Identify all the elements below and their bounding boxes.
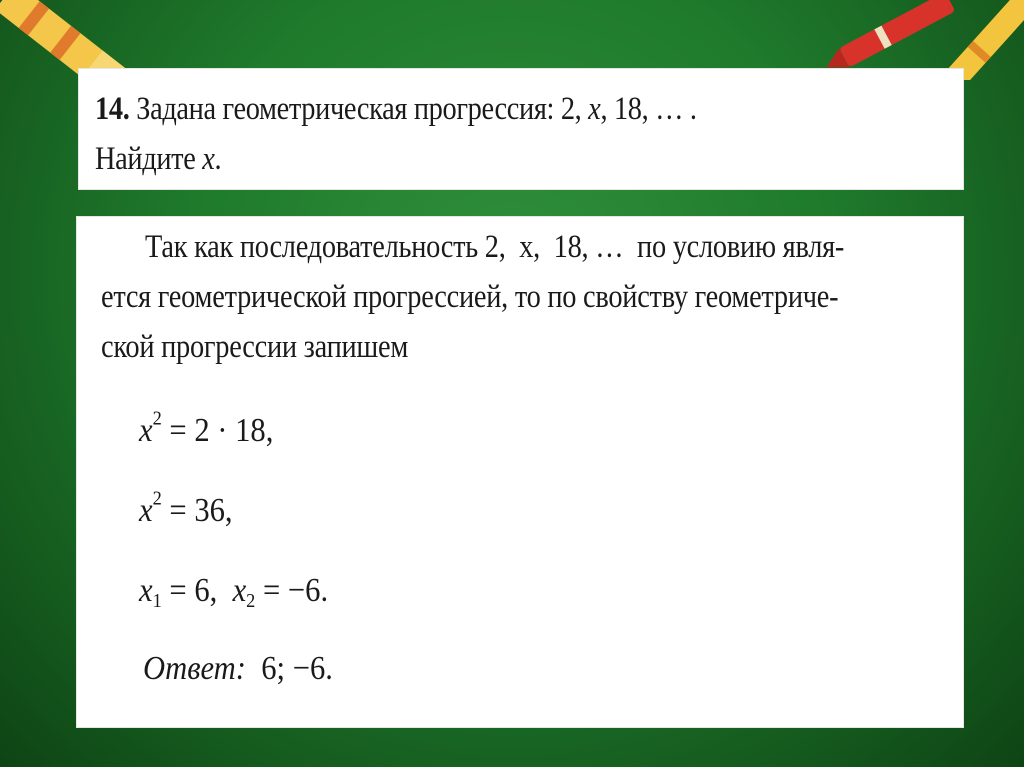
eq3-mid: = 6, — [161, 572, 233, 609]
equation-3 — [139, 572, 329, 613]
eq2-rhs: = 36, — [161, 492, 233, 529]
problem-number: 14. — [95, 91, 130, 127]
solution-line-2: ется геометрической прогрессией, то по свойству геометриче- — [101, 279, 839, 315]
problem-question — [95, 141, 221, 178]
answer-value: 6; −6. — [245, 650, 333, 687]
question-text: Найдите — [95, 141, 203, 177]
solution-card — [76, 216, 964, 728]
eq3-subscript-2: 2 — [246, 590, 256, 613]
variable-x: x — [588, 91, 601, 127]
problem-text: Задана геометрическая прогрессия: 2, — [129, 91, 589, 127]
eq3-variable-1: x — [139, 572, 153, 609]
eq2-variable: x — [139, 492, 153, 529]
eq1-variable: x — [139, 412, 153, 449]
eq3-rhs: = −6. — [255, 572, 329, 609]
solution-line-1: Так как последовательность 2, x, 18, … по условию явля- — [145, 229, 845, 265]
answer-label: Ответ: — [143, 650, 246, 687]
eq3-variable-2: x — [232, 572, 247, 609]
problem-card — [78, 68, 964, 190]
problem-text-tail: , 18, … . — [600, 91, 697, 127]
equation-2 — [139, 487, 233, 530]
answer — [143, 650, 333, 688]
eq1-exponent: 2 — [152, 407, 162, 430]
variable-x: x — [202, 141, 215, 177]
question-tail: . — [214, 141, 222, 177]
problem-statement — [95, 91, 697, 128]
solution-line-3: ской прогрессии запишем — [101, 329, 409, 365]
eq2-exponent: 2 — [152, 487, 162, 510]
eq1-rhs: = 2 · 18, — [161, 412, 274, 449]
equation-1 — [139, 407, 274, 450]
eq3-subscript-1: 1 — [152, 590, 162, 613]
